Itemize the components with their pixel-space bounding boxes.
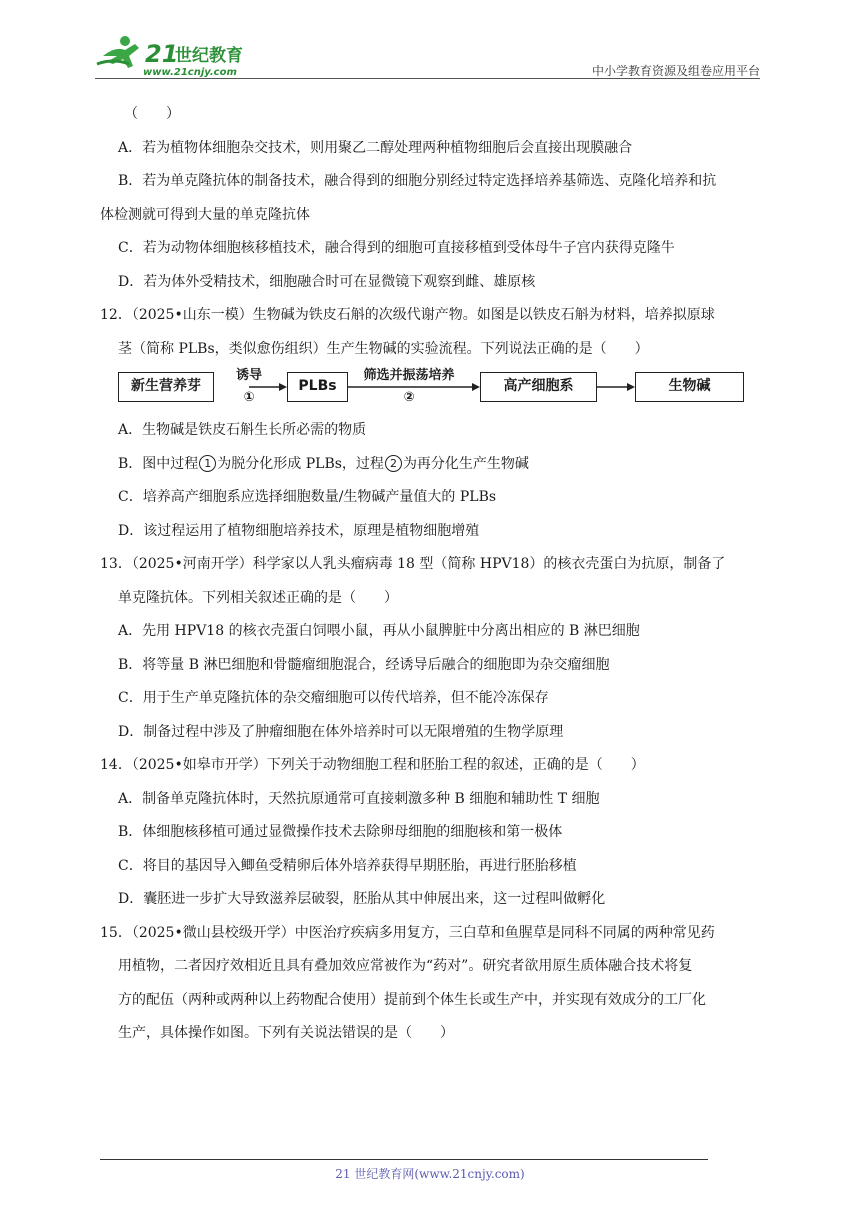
q15-stem-cont-1: 用植物，二者因疗效相近且具有叠加效应常被作为“药对”。研究者欲用原生质体融合技术将复 xyxy=(118,958,693,974)
svg-text:21: 21 xyxy=(145,40,179,68)
q12-option-c: C．培养高产细胞系应选择细胞数量/生物碱产量值大的 PLBs xyxy=(118,489,497,505)
q11-paren: （ ） xyxy=(124,106,180,122)
q13-stem: 13．（2025•河南开学）科学家以人乳头瘤病毒 18 型（简称 HPV18）的核衣壳蛋白为抗原，制备了 xyxy=(100,556,726,572)
q14-option-b: B．体细胞核移植可通过显微操作技术去除卵母细胞的细胞核和第一极体 xyxy=(118,824,563,840)
q13-stem-cont: 单克隆抗体。下列相关叙述正确的是（ ） xyxy=(118,589,398,606)
page-header xyxy=(95,34,760,80)
q12-option-a: A．生物碱是铁皮石斛生长所必需的物质 xyxy=(118,422,367,438)
q12-option-b xyxy=(118,448,768,482)
q14-option-a: A．制备单克隆抗体时，天然抗原通常可直接刺激多种 B 细胞和辅助性 T 细胞 xyxy=(118,790,600,807)
q11-option-b-cont: 体检测就可得到大量的单克隆抗体 xyxy=(100,206,310,223)
flow-label-step1: ① xyxy=(243,390,255,405)
circled-2: 2 xyxy=(385,455,402,472)
svg-text:世纪教育: 世纪教育 xyxy=(175,46,243,66)
q12-stem-cont: 茎（简称 PLBs，类似愈伤组织）生产生物碱的实验流程。下列说法正确的是（ ） xyxy=(118,340,649,357)
q11-option-c: C．若为动物体细胞核移植技术，融合得到的细胞可直接移植到受体母牛子宫内获得克隆牛 xyxy=(118,240,675,256)
platform-title: 中小学教育资源及组卷应用平台 xyxy=(591,64,760,78)
q13-option-b: B．将等量 B 淋巴细胞和骨髓瘤细胞混合，经诱导后融合的细胞即为杂交瘤细胞 xyxy=(118,656,610,673)
q11-option-b: B．若为单克隆抗体的制备技术，融合得到的细胞分别经过特定选择培养基筛选、克隆化培养和抗 xyxy=(118,173,717,189)
q15-stem-cont-2: 方的配伍（两种或两种以上药物配合使用）提前到个体生长或生产中，并实现有效成分的工厂化 xyxy=(118,991,706,1008)
flow-box-high-yield: 高产细胞系 xyxy=(480,372,597,402)
circled-1: 1 xyxy=(199,455,216,472)
svg-text:www.21cnjy.com: www.21cnjy.com xyxy=(143,67,237,78)
q14-option-d: D．囊胚进一步扩大导致滋养层破裂，胚胎从其中伸展出来，这一过程叫做孵化 xyxy=(118,891,606,907)
question-content xyxy=(100,98,768,1051)
q12-b-text-mid: 为脱分化形成 PLBs，过程 xyxy=(217,455,384,472)
q13-option-c: C．用于生产单克隆抗体的杂交瘤细胞可以传代培养，但不能冷冻保存 xyxy=(118,690,549,706)
header-divider xyxy=(95,78,760,79)
q13-option-d: D．制备过程中涉及了肿瘤细胞在体外培养时可以无限增殖的生物学原理 xyxy=(118,723,564,740)
footer-divider xyxy=(100,1159,708,1160)
q12-b-text-post: 为再分化生产生物碱 xyxy=(402,455,529,472)
footer-link[interactable]: 21 世纪教育网(www.21cnjy.com) xyxy=(335,1167,525,1181)
q11-option-d: D．若为体外受精技术，细胞融合时可在显微镜下观察到雌、雄原核 xyxy=(118,273,536,290)
q15-stem-cont-3: 生产，具体操作如图。下列有关说法错误的是（ ） xyxy=(118,1025,454,1041)
q11-option-a: A．若为植物体细胞杂交技术，则用聚乙二醇处理两种植物细胞后会直接出现膜融合 xyxy=(118,139,633,156)
q12-option-d: D．该过程运用了植物细胞培养技术，原理是植物细胞增殖 xyxy=(118,522,480,539)
flow-label-screen: 筛选并振荡培养 xyxy=(363,368,455,383)
q14-stem: 14．（2025•如皋市开学）下列关于动物细胞工程和胚胎工程的叙述，正确的是（ ） xyxy=(100,757,645,773)
q12-b-text-pre: B．图中过程 xyxy=(118,455,199,472)
flow-diagram xyxy=(117,368,768,412)
flow-label-step2: ② xyxy=(403,390,415,405)
logo-21cnjy xyxy=(95,34,265,78)
flow-label-induce: 诱导 xyxy=(235,368,262,383)
q15-stem: 15．（2025•微山县校级开学）中医治疗疾病多用复方，三白草和鱼腥草是同科不同属的两种常见药 xyxy=(100,924,715,941)
flow-box-alkaloid: 生物碱 xyxy=(635,372,744,402)
flow-box-new-buds: 新生营养芽 xyxy=(118,372,214,402)
q13-option-a: A．先用 HPV18 的核衣壳蛋白饲喂小鼠，再从小鼠脾脏中分离出相应的 B 淋巴细胞 xyxy=(118,623,640,639)
q12-stem: 12．（2025•山东一模）生物碱为铁皮石斛的次级代谢产物。如图是以铁皮石斛为材料，培养拟原球 xyxy=(100,307,715,323)
flow-box-plbs: PLBs xyxy=(287,372,348,402)
q14-option-c: C．将目的基因导入鲫鱼受精卵后体外培养获得早期胚胎，再进行胚胎移植 xyxy=(118,857,577,874)
